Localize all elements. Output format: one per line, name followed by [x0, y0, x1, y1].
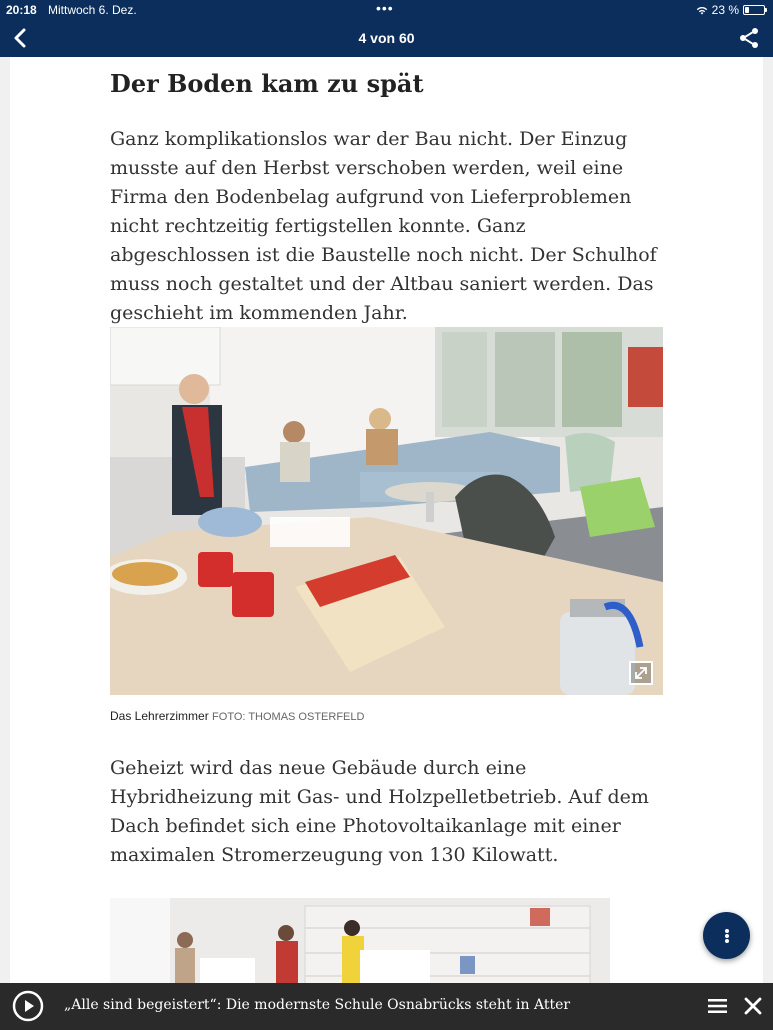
share-icon[interactable] — [737, 26, 761, 50]
battery-fill — [745, 7, 749, 13]
photo-credit: FOTO: THOMAS OSTERFELD — [212, 711, 365, 723]
article-photo[interactable] — [110, 327, 663, 695]
more-vertical-icon-dot — [725, 934, 729, 938]
article-content[interactable] — [10, 57, 763, 987]
play-icon[interactable] — [12, 990, 44, 1022]
photo-caption — [110, 709, 364, 723]
nav-bar — [0, 20, 773, 57]
close-icon[interactable] — [743, 996, 763, 1016]
status-date: Mittwoch 6. Dez. — [48, 3, 137, 17]
audio-player-bar — [0, 983, 773, 1030]
multitask-dots[interactable]: ••• — [376, 0, 394, 16]
wifi-icon — [696, 6, 708, 15]
audio-headline[interactable]: „Alle sind begeistert“: Die modernste Schule Osnabrücks steht in Atter — [64, 997, 571, 1013]
article-photo[interactable] — [110, 898, 663, 987]
expand-icon[interactable] — [629, 661, 653, 685]
battery-percent: 23 % — [711, 3, 739, 17]
battery-icon — [743, 5, 765, 15]
status-bar — [0, 0, 773, 20]
status-time: 20:18 — [6, 3, 37, 17]
article-paragraph: Ganz komplikationslos war der Bau nicht. Der Einzug musste auf den Herbst verschoben werden, weil eine Firma den Bodenbelag aufgrund von Lieferproblemen nicht rechtzeitig fertigstellen konnte. Ganz abgeschlossen ist die Baustelle noch nicht. Der Schulhof muss noch gestaltet und der Altbau saniert werden. Das geschieht im kommenden Jahr. — [110, 128, 657, 324]
menu-icon[interactable] — [708, 998, 727, 1014]
more-vertical-icon-dot — [725, 929, 729, 933]
article-paragraph: Geheizt wird das neue Gebäude durch eine Hybridheizung mit Gas- und Holzpelletbetrieb. Auf dem Dach befindet sich eine Photovoltaikanlage mit einer maximalen Stromerzeugung von 130 Kilowatt. — [110, 757, 649, 866]
status-right — [696, 3, 765, 17]
top-bar — [0, 0, 773, 57]
library-photo — [110, 898, 663, 987]
staff-room-photo — [110, 327, 663, 695]
caption-text: Das Lehrerzimmer — [110, 709, 209, 723]
section-heading: Der Boden kam zu spät — [110, 69, 424, 98]
page-counter: 4 von 60 — [358, 30, 415, 46]
more-options-button[interactable] — [703, 912, 750, 959]
more-vertical-icon-dot — [725, 939, 729, 943]
